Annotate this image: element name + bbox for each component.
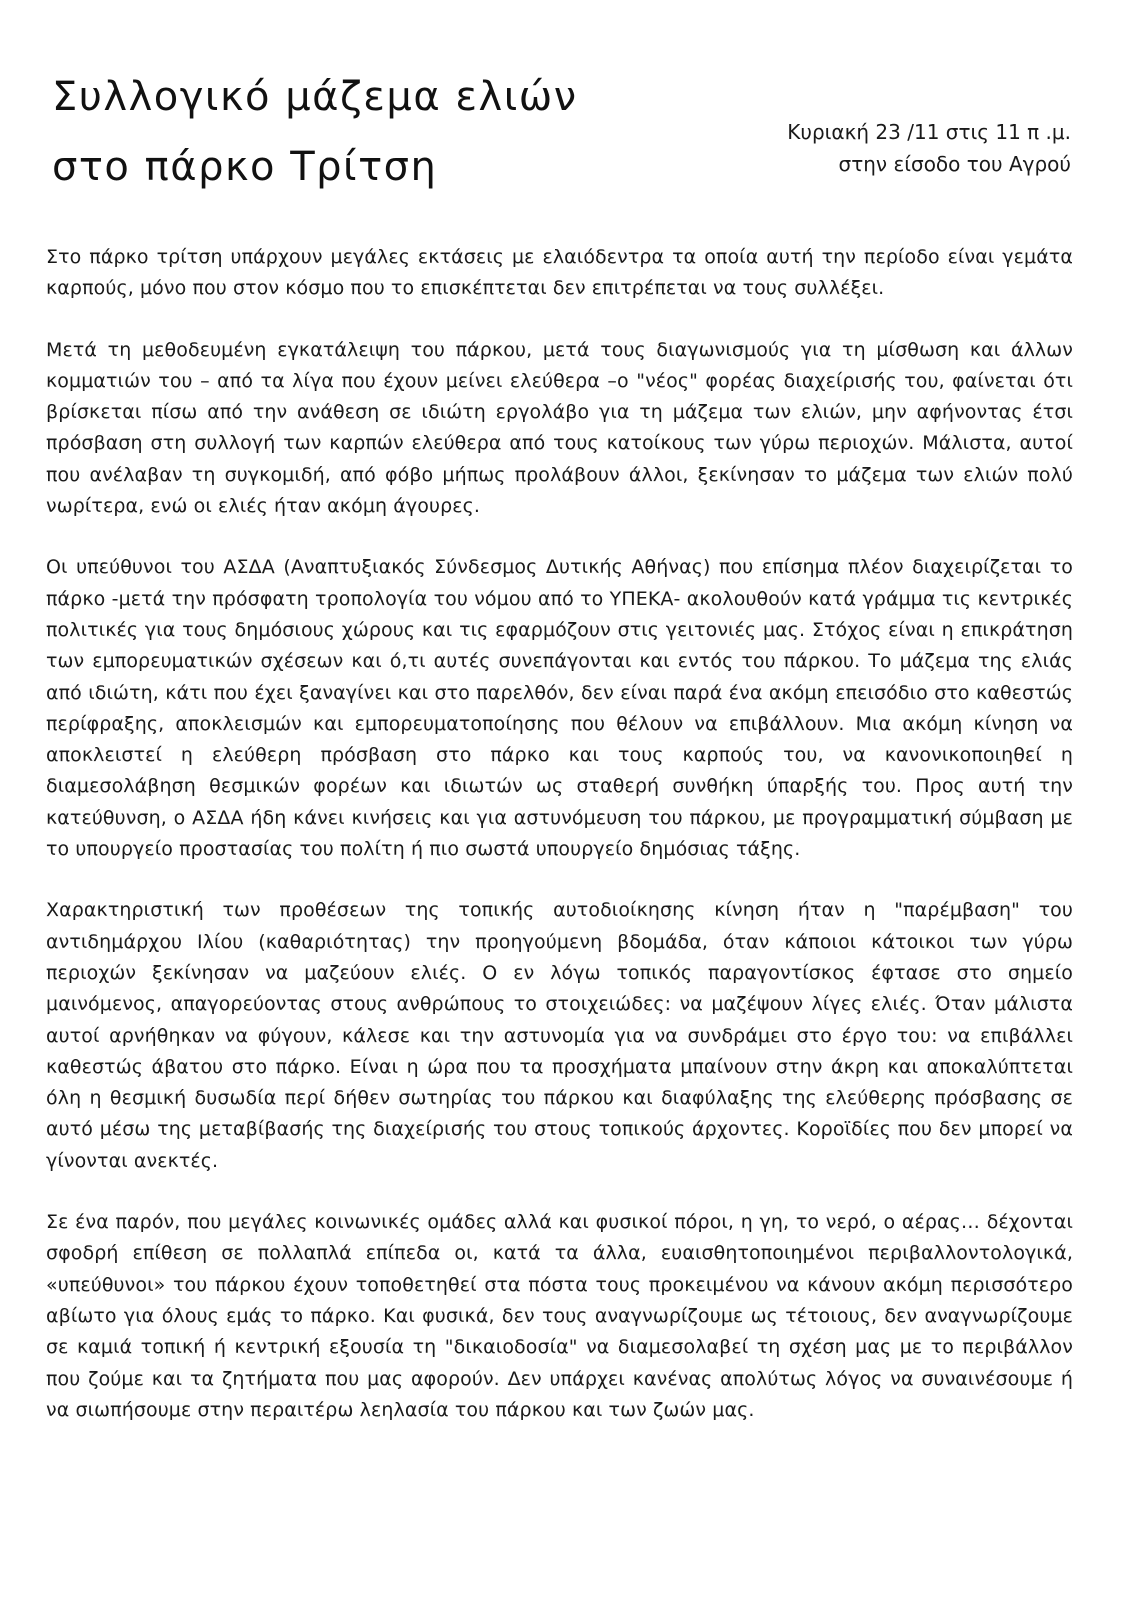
title-line-1: Συλλογικό μάζεμα ελιών [52,74,578,120]
paragraph-asda: Οι υπεύθυνοι του ΑΣΔΑ (Αναπτυξιακός Σύνδεσμος Δυτικής Αθήνας) που επίσημα πλέον διαχειρίζεται το πάρκο -μετά την πρόσφατη τροπολογία του νόμου από το ΥΠΕΚΑ- ακολουθούν κατά γράμμα τις κεντρικές πολιτικές για τους δημόσιους χώρους και τις εφαρμόζουν στις γειτονιές μας. Στόχος είναι η επικράτηση των εμπορευματικών σχέσεων και ό,τι αυτές συνεπάγονται και εντός του πάρκου. Το μάζεμα της ελιάς από ιδιώτη, κάτι που έχει ξαναγίνει και στο παρελθόν, δεν είναι παρά ένα ακόμη επεισόδιο στο καθεστώς περίφραξης, αποκλεισμών και εμπορευματοποίησης που θέλουν να επιβάλλουν. Μια ακόμη κίνηση να αποκλειστεί η ελεύθερη πρόσβαση στο πάρκο και τους καρπούς του, να κανονικοποιηθεί η διαμεσολάβηση θεσμικών φορέων και ιδιωτών ως σταθερή συνθήκη ύπαρξής του. Προς αυτή την κατεύθυνση, ο ΑΣΔΑ ήδη κάνει κινήσεις και για αστυνόμευση του πάρκου, με προγραμματική σύμβαση με το υπουργείο προστασίας του πολίτη ή πιο σωστά υπουργείο δημόσιας τάξης. [46,556,1073,861]
paragraph-deputy-mayor: Χαρακτηριστική των προθέσεων της τοπικής αυτοδιοίκησης κίνηση ήταν η "παρέμβαση" του αντιδημάρχου Ιλίου (καθαριότητας) την προηγούμενη βδομάδα, όταν κάποιοι κάτοικοι των γύρω περιοχών ξεκίνησαν να μαζεύουν ελιές. Ο εν λόγω τοπικός παραγοντίσκος έφτασε στο σημείο μαινόμενος, απαγορεύοντας στους ανθρώπους το στοιχειώδες: να μαζέψουν λίγες ελιές. Όταν μάλιστα αυτοί αρνήθηκαν να φύγουν, κάλεσε και την αστυνομία για να συνδράμει στο έργο του: να επιβάλλει καθεστώς άβατου στο πάρκο. Είναι η ώρα που τα προσχήματα μπαίνουν στην άκρη και αποκαλύπτεται όλη η θεσμική δυσωδία περί δήθεν σωτηρίας του πάρκου και διαφύλαξης της ελεύθερης πρόσβασης σε αυτό μέσω της μεταβίβασής της διαχείρισής του στους τοπικούς άρχοντες. Κοροϊδίες που δεν μπορεί να γίνονται ανεκτές. [46,899,1073,1172]
paragraph-abandonment: Μετά τη μεθοδευμένη εγκατάλειψη του πάρκου, μετά τους διαγωνισμούς για τη μίσθωση και άλλων κομματιών του – από τα λίγα που έχουν μείνει ελεύθερα –ο "νέος" φορέας διαχείρισής του, φαίνεται ότι βρίσκεται πίσω από την ανάθεση σε ιδιώτη εργολάβο για τη μάζεμα των ελιών, μην αφήνοντας έτσι πρόσβαση στη συλλογή των καρπών ελεύθερα από τους κατοίκους των γύρω περιοχών. Μάλιστα, αυτοί που ανέλαβαν τη συγκομιδή, από φόβο μήπως προλάβουν άλλοι, ξεκίνησαν το μάζεμα των ελιών πολύ νωρίτερα, ενώ οι ελιές ήταν ακόμη άγουρες. [46,338,1073,518]
event-info [787,116,1071,180]
body-text [46,242,1073,1456]
event-date-time: Κυριακή 23 /11 στις 11 π .μ. [787,120,1071,144]
page-title [52,62,692,202]
paragraph-intro: Στο πάρκο τρίτση υπάρχουν μεγάλες εκτάσεις με ελαιόδεντρα τα οποία αυτή την περίοδο είναι γεμάτα καρπούς, μόνο που στον κόσμο που το επισκέπτεται δεν επιτρέπεται να τους συλλέξει. [46,246,1073,300]
paragraph-conclusion: Σε ένα παρόν, που μεγάλες κοινωνικές ομάδες αλλά και φυσικοί πόροι, η γη, το νερό, ο αέρας… δέχονται σφοδρή επίθεση σε πολλαπλά επίπεδα οι, κατά τα άλλα, ευαισθητοποιημένοι περιβαλλοντολογικά, «υπεύθυνοι» του πάρκου έχουν τοποθετηθεί στα πόστα τους προκειμένου να κάνουν ακόμη περισσότερο αβίωτο για όλους εμάς το πάρκο. Και φυσικά, δεν τους αναγνωρίζουμε ως τέτοιους, δεν αναγνωρίζουμε σε καμιά τοπική ή κεντρική εξουσία τη "δικαιοδοσία" να διαμεσολαβεί τη σχέση μας με το περιβάλλον που ζούμε και τα ζητήματα που μας αφορούν. Δεν υπάρχει κανένας απολύτως λόγος να συναινέσουμε ή να σιωπήσουμε στην περαιτέρω λεηλασία του πάρκου και των ζωών μας. [46,1211,1073,1421]
title-line-2: στο πάρκο Τρίτση [52,144,438,190]
event-location: στην είσοδο του Αγρού [838,152,1071,176]
